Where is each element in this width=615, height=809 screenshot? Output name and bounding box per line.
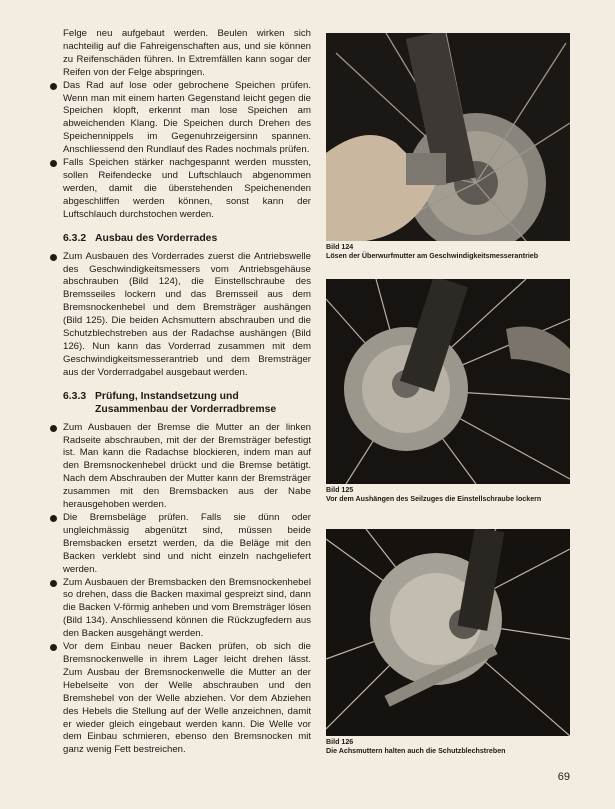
bullet-dot [50, 515, 57, 522]
bullet-text: Vor dem Einbau neuer Backen prüfen, ob sich die Bremsnockenwelle in ihrem Lager leicht drehen lässt. Zum Ausbau der Bremsnockenwelle die Mutter an der Hebelseite von der Welle abschrauben und den Bremshebel von der Welle abziehen. Vor dem Abziehen des Hebels die Stellung auf der Welle anzeichnen, damit er wieder gleich eingebaut werden kann. Die Welle vor dem Einbau schmieren, ebenso den Bremsnocken mit ganz wenig Fett bestreichen. [63, 641, 311, 756]
section-heading-633 [63, 390, 311, 416]
list-item [63, 80, 311, 157]
bullet-dot [50, 580, 57, 587]
section-heading-632 [63, 232, 311, 245]
figure-caption [326, 738, 570, 756]
bullet-text: Zum Ausbauen der Bremsbacken den Bremsnockenhebel so drehen, dass die Backen maximal gespreizt sind, dann die Backen V-förmig anheben und vom Bremsträger lösen (Bild 134). Anschliessend können die Rückzugfedern aus den Backen ausgehängt werden. [63, 576, 311, 640]
bullet-dot [50, 425, 57, 432]
list-item [63, 512, 311, 577]
intro-paragraph: Felge neu aufgebaut werden. Beulen wirken sich nachteilig auf die Fahreigenschaften aus, und sie können zu Reifenschäden führen. In Extremfällen kann sogar der Reifen von der Felge abspringen. [63, 28, 311, 78]
figure-label: Bild 125 [326, 486, 354, 494]
hub-axle-nut-photo [326, 529, 570, 736]
section-title: Ausbau des Vorderrades [95, 232, 218, 244]
photo-speedometer-drive [326, 33, 570, 241]
figure-caption-text: Die Achsmuttern halten auch die Schutzblechstreben [326, 747, 506, 755]
figure-125 [326, 279, 570, 504]
bullet-text: Falls Speichen stärker nachgespannt werden mussten, sollen Reifendecke und Luftschlauch abgenommen werden, damit die überstehenden Speichenenden abgeschliffen werden können, sonst kann der Luftschlauch durchstochen werden. [63, 157, 311, 220]
list-item [63, 157, 311, 222]
figure-label: Bild 126 [326, 738, 354, 746]
photo-brake-cable [326, 279, 570, 484]
bullet-dot [50, 254, 57, 261]
bullet-text: Zum Ausbauen der Bremse die Mutter an der linken Radseite abschrauben, mit der der Bremsträger befestigt ist. Man kann die Radachse blockieren, indem man auf den Bremsnockenhebel drückt und die Bremse betätigt. Nach dem Abschrauben der Mutter kann der Bremsträger zusammen mit den Bremsbacken aus der Nabe herausgehoben werden. [63, 421, 311, 511]
figure-caption [326, 486, 570, 504]
list-item [63, 422, 311, 512]
list-item [63, 641, 311, 757]
figure-126 [326, 529, 570, 756]
hub-brake-cable-photo [326, 279, 570, 484]
list-item [63, 251, 311, 380]
section-title: Prüfung, Instandsetzung und Zusammenbau der Vorderradbremse [95, 390, 277, 415]
bullet-dot [50, 160, 57, 167]
bullet-dot [50, 83, 57, 90]
bullet-text: Zum Ausbauen des Vorderrades zuerst die Antriebswelle des Geschwindigkeitsmessers vom Antriebsgehäuse abschrauben (Bild 124), die Einstellschraube des Bremsseiles lockern und das Bremsseil aus dem Bremsnockenhebel und dem Bremsträger aushängen (Bild 125). Die beiden Achsmuttern abschrauben und die Schutzblechstreben aus der Radachse aushängen (Bild 126). Nun kann das Vorderrad zusammen mit dem Geschwindigkeitsmesserantrieb und dem Bremsträger aus der Vorderradgabel ausgebaut werden. [63, 250, 311, 378]
figure-label: Bild 124 [326, 243, 354, 251]
list-item [63, 577, 311, 642]
figure-124 [326, 33, 570, 261]
photo-axle-nuts [326, 529, 570, 736]
page-number: 69 [557, 771, 570, 783]
bullet-text: Das Rad auf lose oder gebrochene Speichen prüfen. Wenn man mit einem harten Gegenstand leicht gegen die Speichen klopft, erkennt man lose Speichen am abweichenden Klang. Die Speichen durch Drehen des Speichennippels im Gegenuhrzeigersinn spannen. Anschliessend den Rundlauf des Rades nochmals prüfen. [63, 79, 311, 156]
figure-caption-text: Lösen der Überwurfmutter am Geschwindigkeitsmesserantrieb [326, 252, 539, 260]
text-column [63, 28, 311, 757]
hub-speedometer-photo [326, 33, 570, 241]
bullet-text: Die Bremsbeläge prüfen. Falls sie dünn oder ungleichmässig abgenützt sind, müssen beide Bremsbacken ersetzt werden, da die Beläge mit den Backen verklebt sind und nicht einzeln nachgeliefert werden. [63, 512, 311, 575]
bullet-dot [50, 644, 57, 651]
section-number: 6.3.3 [63, 390, 87, 402]
figure-caption-text: Vor dem Aushängen des Seilzuges die Einstellschraube lockern [326, 495, 542, 503]
figure-caption [326, 243, 570, 261]
section-number: 6.3.2 [63, 232, 87, 244]
